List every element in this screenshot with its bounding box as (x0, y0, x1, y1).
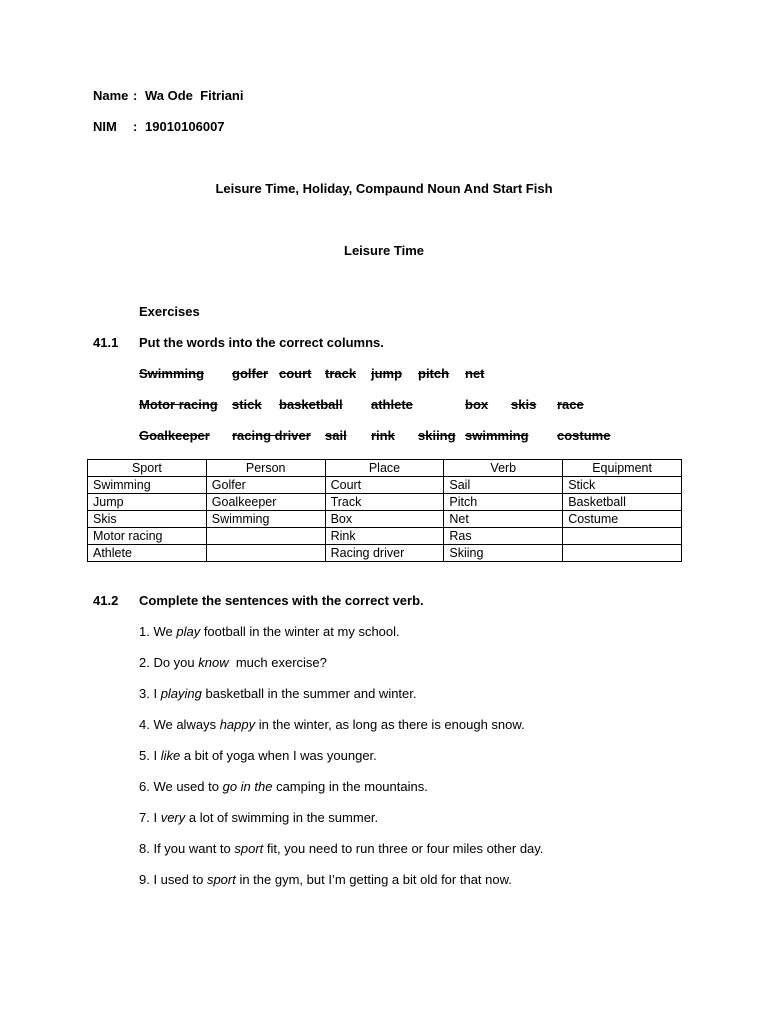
table-cell: Swimming (206, 511, 325, 528)
sentence-verb: know (198, 655, 229, 670)
table-cell: Track (325, 494, 444, 511)
sentence-text: camping in the mountains. (272, 779, 428, 794)
column-header-equipment: Equipment (563, 460, 682, 477)
word-item: athlete (371, 397, 413, 412)
word-item: net (465, 366, 485, 381)
word-item: pitch (418, 366, 450, 381)
sentence-3 (139, 686, 417, 702)
table-cell: Motor racing (88, 528, 207, 545)
sentence-verb: very (160, 810, 186, 825)
sentence-verb: play (176, 624, 201, 639)
table-row (88, 494, 682, 511)
sentence-8 (139, 841, 543, 857)
table-cell: Pitch (444, 494, 563, 511)
sentence-text: 6. We used to (139, 779, 223, 794)
name-label: Name (93, 88, 129, 103)
table-cell: Athlete (88, 545, 207, 562)
word-item: swimming (465, 428, 529, 443)
word-item: rink (371, 428, 395, 443)
sentence-text: a lot of swimming in the summer. (185, 810, 379, 825)
sentence-text: 5. I (139, 748, 161, 763)
exercise-41-2-instruction: Complete the sentences with the correct verb. (139, 593, 424, 608)
column-header-place: Place (325, 460, 444, 477)
sentence-text: 7. I (139, 810, 161, 825)
page-title: Leisure Time, Holiday, Compaund Noun And Start Fish (215, 181, 553, 196)
table-row (88, 528, 682, 545)
word-item: costume (557, 428, 611, 443)
sentence-text: fit, you need to run three or four miles other day. (263, 841, 544, 856)
word-item: track (325, 366, 357, 381)
table-cell (563, 545, 682, 562)
sentence-verb: like (160, 748, 181, 763)
sentence-text: 2. Do you (139, 655, 199, 670)
table-cell: Stick (563, 477, 682, 494)
word-item: basketball (279, 397, 343, 412)
word-item: skis (511, 397, 537, 412)
word-item: Goalkeeper (139, 428, 210, 443)
sentence-text: 1. We (139, 624, 177, 639)
exercise-41-2-number: 41.2 (93, 593, 119, 608)
column-header-verb: Verb (444, 460, 563, 477)
sentence-text: 9. I used to (139, 872, 207, 887)
word-item: golfer (232, 366, 269, 381)
word-item: court (279, 366, 312, 381)
word-item: jump (371, 366, 403, 381)
sentence-text: basketball in the summer and winter. (201, 686, 417, 701)
table-cell: Goalkeeper (206, 494, 325, 511)
sentence-text: in the winter, as long as there is enough snow. (255, 717, 525, 732)
sentence-2 (139, 655, 327, 671)
sentence-text: a bit of yoga when I was younger. (180, 748, 377, 763)
column-header-sport: Sport (88, 460, 207, 477)
table-cell: Basketball (563, 494, 682, 511)
sentence-text: in the gym, but I’m getting a bit old for that now. (235, 872, 512, 887)
table-cell: Skiing (444, 545, 563, 562)
table-cell: Sail (444, 477, 563, 494)
word-item: racing driver (232, 428, 311, 443)
name-separator: : (133, 88, 138, 103)
nim-separator: : (133, 119, 138, 134)
table-cell: Net (444, 511, 563, 528)
sentence-text: football in the winter at my school. (200, 624, 400, 639)
sentence-verb: sport (234, 841, 264, 856)
sentence-9 (139, 872, 512, 888)
table-cell: Golfer (206, 477, 325, 494)
table-header-row (88, 460, 682, 477)
word-item: skiing (418, 428, 456, 443)
sentence-4 (139, 717, 525, 733)
table-cell (563, 528, 682, 545)
sentence-5 (139, 748, 377, 764)
table-row (88, 477, 682, 494)
sentence-verb: happy (219, 717, 256, 732)
table-cell: Costume (563, 511, 682, 528)
table-row (88, 511, 682, 528)
sentence-7 (139, 810, 378, 826)
word-item: stick (232, 397, 262, 412)
answer-table (87, 459, 682, 562)
word-item: sail (325, 428, 347, 443)
sentence-text: 4. We always (139, 717, 220, 732)
sentence-verb: sport (206, 872, 236, 887)
page-subtitle: Leisure Time (344, 243, 424, 258)
table-cell: Ras (444, 528, 563, 545)
word-item: Motor racing (139, 397, 218, 412)
table-cell: Rink (325, 528, 444, 545)
table-cell: Swimming (88, 477, 207, 494)
word-item: race (557, 397, 584, 412)
table-cell: Jump (88, 494, 207, 511)
nim-label: NIM (93, 119, 117, 134)
exercise-41-1-instruction: Put the words into the correct columns. (139, 335, 384, 350)
name-value: Wa Ode Fitriani (145, 88, 244, 103)
nim-value: 19010106007 (145, 119, 225, 134)
table-cell: Court (325, 477, 444, 494)
exercises-heading: Exercises (139, 304, 200, 319)
sentence-1 (139, 624, 400, 640)
table-cell: Box (325, 511, 444, 528)
word-item: box (465, 397, 489, 412)
table-cell (206, 545, 325, 562)
table-cell: Skis (88, 511, 207, 528)
sentence-text: much exercise? (228, 655, 327, 670)
sentence-6 (139, 779, 428, 795)
sentence-text: 8. If you want to (139, 841, 235, 856)
table-row (88, 545, 682, 562)
table-cell: Racing driver (325, 545, 444, 562)
exercise-41-1-number: 41.1 (93, 335, 119, 350)
sentence-text: 3. I (139, 686, 161, 701)
sentence-verb: playing (160, 686, 202, 701)
table-cell (206, 528, 325, 545)
sentence-verb: go in the (222, 779, 273, 794)
word-item: Swimming (139, 366, 205, 381)
column-header-person: Person (206, 460, 325, 477)
